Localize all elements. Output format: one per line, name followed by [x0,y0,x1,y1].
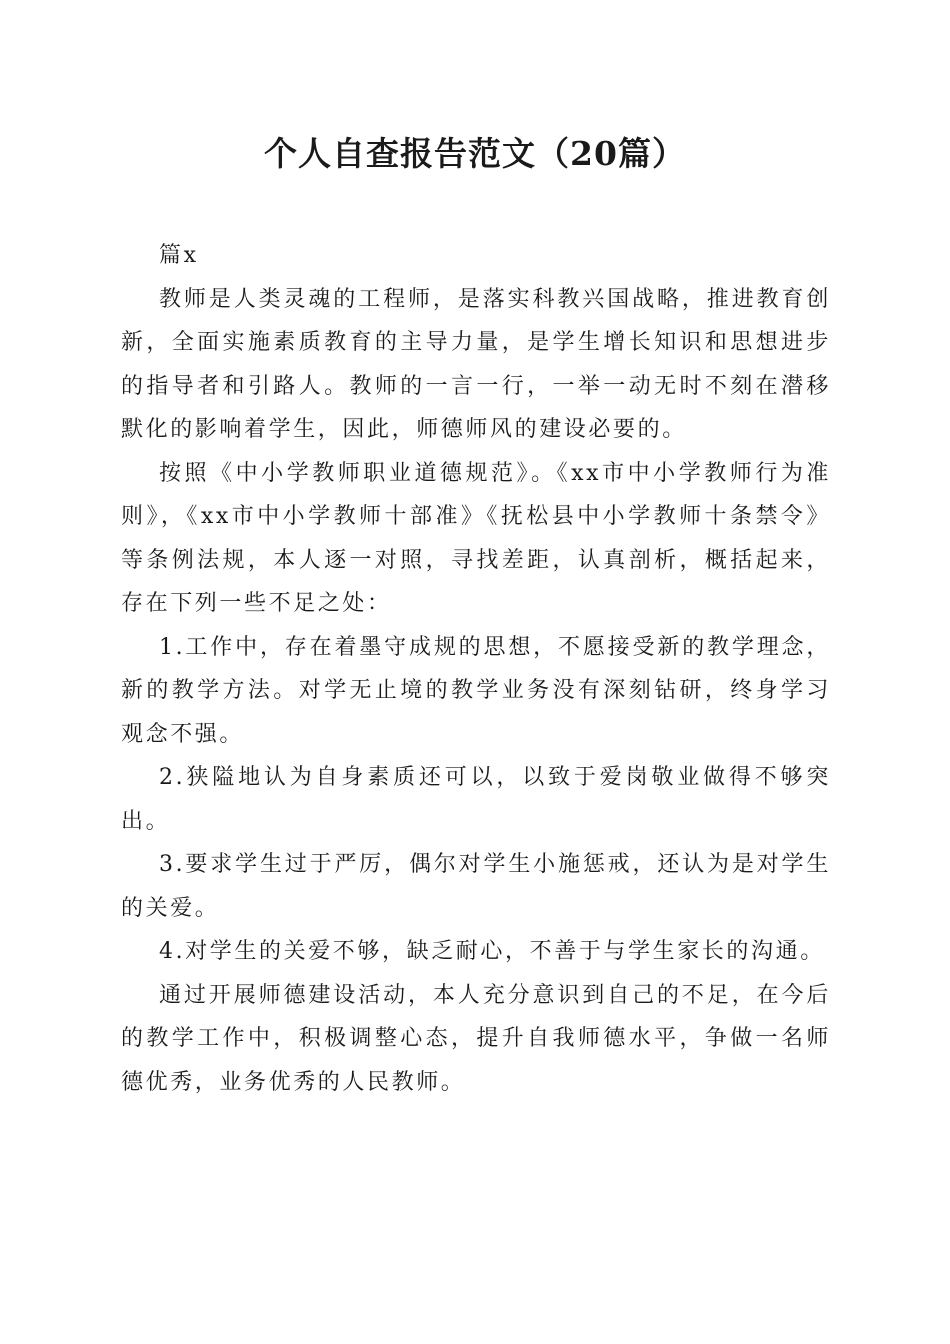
document-title: 个人自查报告范文（20篇） [264,134,686,173]
paragraph-intro: 教师是人类灵魂的工程师，是落实科教兴国战略，推进教育创新，全面实施素质教育的主导力量，是学生增长知识和思想进步的指导者和引路人。教师的一言一行，一举一动无时不刻在潜移默化的影响着学生，因此，师德师风的建设必要的。 [121,286,831,442]
paragraph-item-4: 4.对学生的关爱不够，缺乏耐心，不善于与学生家长的沟通。 [159,939,825,964]
paragraph-item-1: 1.工作中，存在着墨守成规的思想，不愿接受新的教学理念，新的教学方法。对学无止境的教学业务没有深刻钻研，终身学习观念不强。 [121,634,831,747]
section-label: 篇x [159,243,199,268]
paragraph-regulations: 按照《中小学教师职业道德规范》。《xx市中小学教师行为准则》，《xx市中小学教师十部准》《抚松县中小学教师十条禁令》等条例法规，本人逐一对照，寻找差距，认真剖析，概括起来，存在下列一些不足之处： [121,460,831,616]
paragraph-conclusion: 通过开展师德建设活动，本人充分意识到自己的不足，在今后的教学工作中，积极调整心态，提升自我师德水平，争做一名师德优秀，业务优秀的人民教师。 [121,982,831,1095]
paragraph-item-3: 3.要求学生过于严厉，偶尔对学生小施惩戒，还认为是对学生的关爱。 [121,852,831,921]
paragraph-item-2: 2.狭隘地认为自身素质还可以，以致于爱岗敬业做得不够突出。 [121,765,831,834]
document-body [121,234,831,1104]
